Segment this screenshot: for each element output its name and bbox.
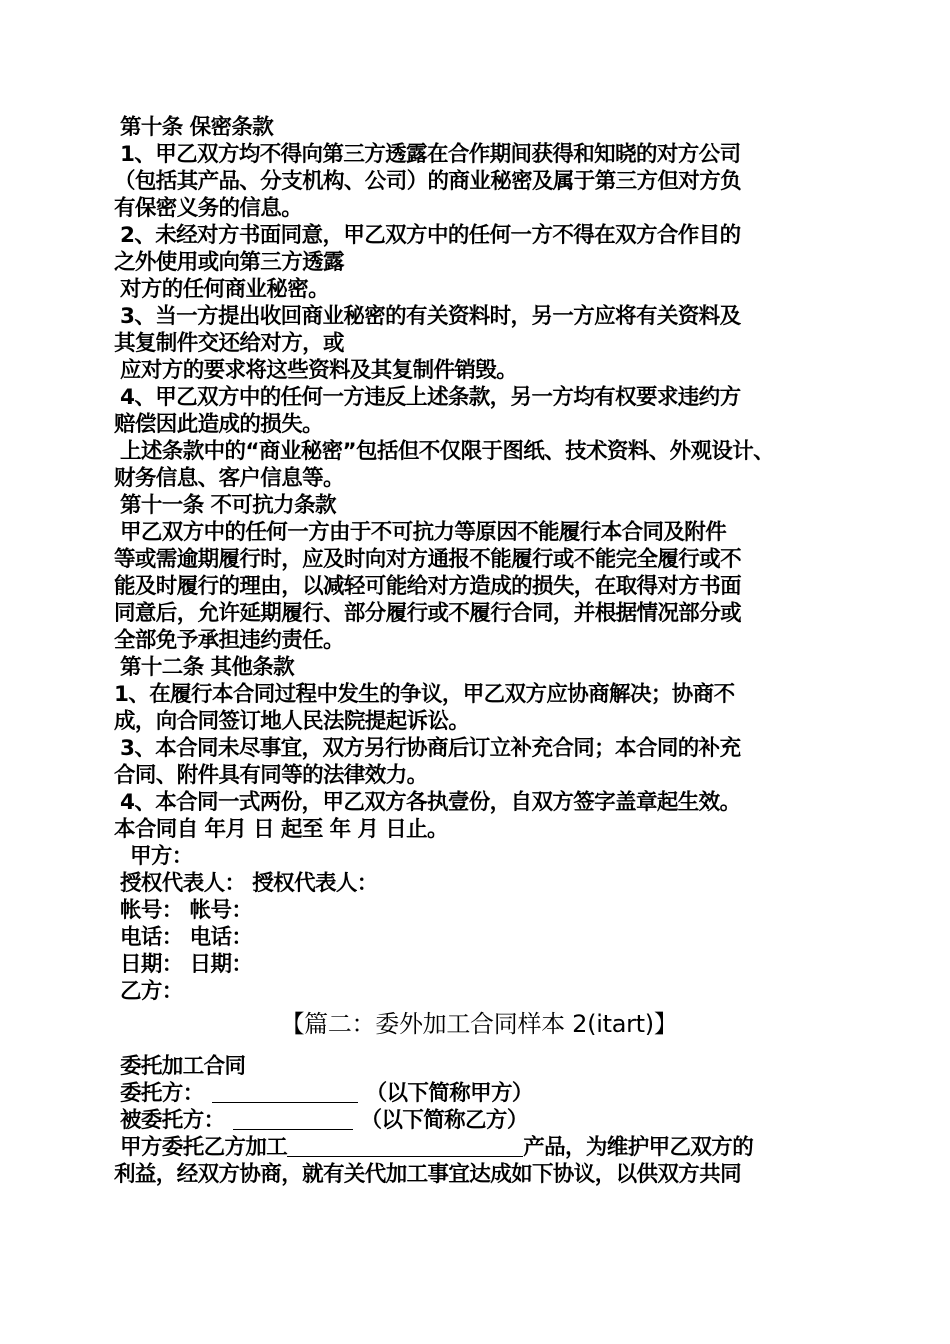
- intro-suffix: 产品，为维护甲乙双方的: [523, 1135, 754, 1160]
- contractor-blank: [233, 1107, 353, 1130]
- text-line: 全部免予承担违约责任。: [114, 628, 344, 653]
- party-b-label: 乙方：: [120, 979, 183, 1004]
- text-line: 合同、附件具有同等的法律效力。: [114, 763, 428, 788]
- text-line: 4、甲乙双方中的任何一方违反上述条款，另一方均有权要求违约方: [120, 385, 741, 410]
- text-line: 利益，经双方协商，就有关代加工事宜达成如下协议，以供双方共同: [114, 1162, 742, 1187]
- text-line: 成，向合同签订地人民法院提起诉讼。: [114, 709, 470, 734]
- text-line: 财务信息、客户信息等。: [114, 466, 344, 491]
- part-two-title: 【篇二：委外加工合同样本 2(itart)】: [280, 1010, 678, 1038]
- account-line: 帐号： 帐号：: [120, 898, 253, 923]
- intro-prefix: 甲方委托乙方加工: [120, 1135, 288, 1160]
- contract-title: 委托加工合同: [120, 1054, 246, 1079]
- document-body: [114, 114, 844, 1188]
- date-line: 日期： 日期：: [120, 952, 253, 977]
- text-line: 4、本合同一式两份，甲乙双方各执壹份，自双方签字盖章起生效。: [120, 790, 741, 815]
- text-line: 本合同自 年月 日 起至 年 月 日止。: [114, 817, 448, 842]
- product-blank: [287, 1134, 523, 1157]
- contractor-line: [114, 1107, 844, 1134]
- client-line: [114, 1080, 844, 1107]
- text-line: 之外使用或向第三方透露: [114, 250, 344, 275]
- text-line: 应对方的要求将这些资料及其复制件销毁。: [120, 358, 518, 383]
- intro-line: [114, 1134, 844, 1161]
- section-10-heading: 第十条 保密条款: [120, 115, 274, 140]
- contractor-note: （以下简称乙方）: [360, 1108, 528, 1133]
- text-line: 1、在履行本合同过程中发生的争议，甲乙双方应协商解决；协商不: [114, 682, 735, 707]
- text-line: 3、本合同未尽事宜，双方另行协商后订立补充合同；本合同的补充: [120, 736, 741, 761]
- text-line: 3、当一方提出收回商业秘密的有关资料时，另一方应将有关资料及: [120, 304, 741, 329]
- text-line: 同意后，允许延期履行、部分履行或不履行合同，并根据情况部分或: [114, 601, 742, 626]
- text-line: 2、未经对方书面同意，甲乙双方中的任何一方不得在双方合作目的: [120, 223, 741, 248]
- party-a-label: 甲方：: [130, 844, 193, 869]
- signatory-line: 授权代表人： 授权代表人：: [120, 871, 378, 896]
- text-line: 有保密义务的信息。: [114, 196, 303, 221]
- section-11-heading: 第十一条 不可抗力条款: [120, 493, 336, 518]
- section-12-heading: 第十二条 其他条款: [120, 655, 295, 680]
- phone-line: 电话： 电话：: [120, 925, 253, 950]
- client-blank: [212, 1080, 358, 1103]
- client-label: 委托方：: [120, 1081, 204, 1106]
- text-line: 等或需逾期履行时，应及时向对方通报不能履行或不能完全履行或不: [114, 547, 742, 572]
- text-line: 能及时履行的理由，以减轻可能给对方造成的损失，在取得对方书面: [114, 574, 742, 599]
- text-line: （包括其产品、分支机构、公司）的商业秘密及属于第三方但对方负: [114, 169, 742, 194]
- text-line: 其复制件交还给对方，或: [114, 331, 344, 356]
- contractor-label: 被委托方：: [120, 1108, 225, 1133]
- text-line: 上述条款中的“商业秘密”包括但不仅限于图纸、技术资料、外观设计、: [120, 439, 775, 464]
- text-line: 赔偿因此造成的损失。: [114, 412, 324, 437]
- text-line: 对方的任何商业秘密。: [120, 277, 330, 302]
- text-line: 1、甲乙双方均不得向第三方透露在合作期间获得和知晓的对方公司: [120, 142, 741, 167]
- text-line: 甲乙双方中的任何一方由于不可抗力等原因不能履行本合同及附件: [120, 520, 727, 545]
- client-note: （以下简称甲方）: [365, 1081, 533, 1106]
